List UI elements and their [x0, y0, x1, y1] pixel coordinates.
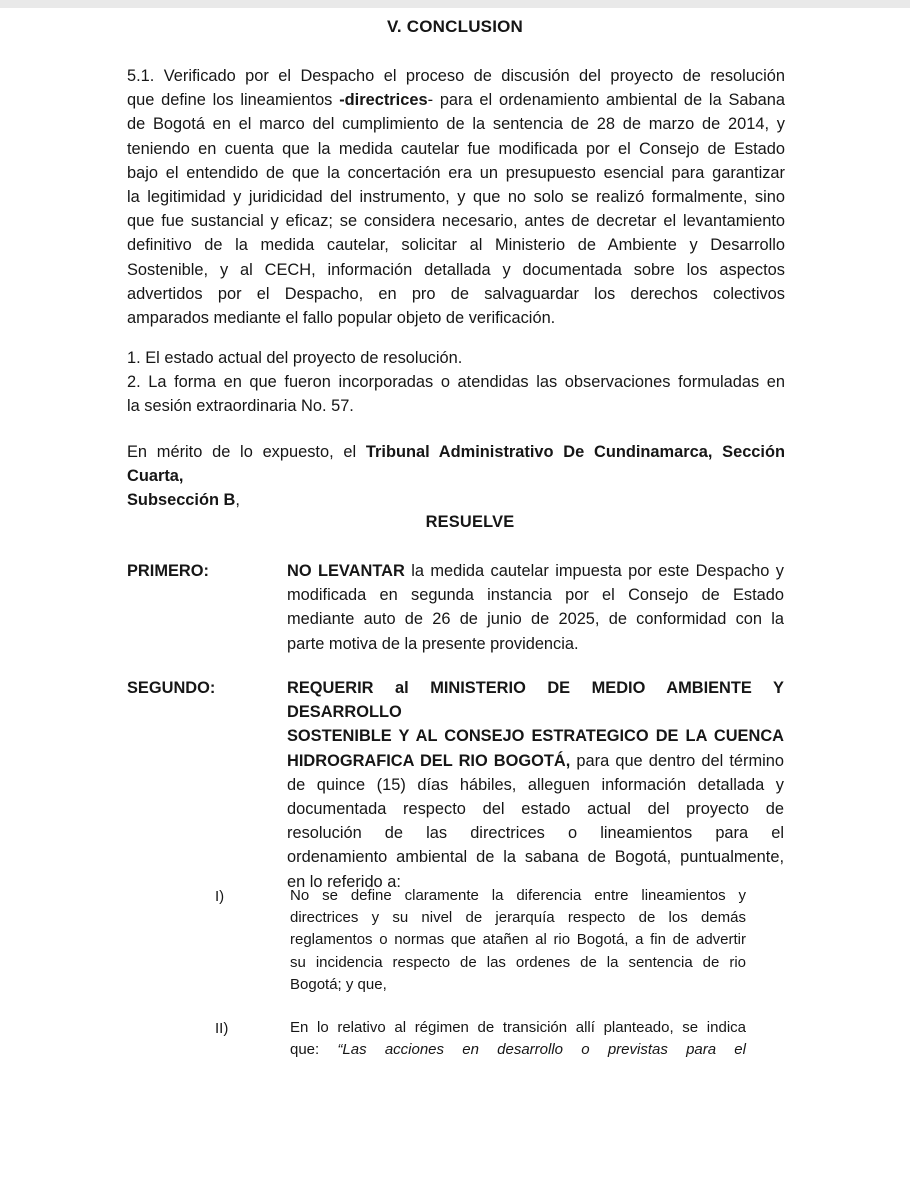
numbered-list: [127, 346, 785, 419]
paragraph-line: directrices y su nivel de jerarquía respecto de los demás: [290, 909, 746, 927]
list-item-1: 1. El estado actual del proyecto de resolución.: [127, 349, 463, 367]
paragraph-line: en lo referido a:: [287, 872, 401, 891]
paragraph-line: documentada respecto del estado actual del proyecto de: [287, 800, 784, 819]
paragraph-line: SOSTENIBLE Y AL CONSEJO ESTRATEGICO DE LA CUENCA: [287, 727, 784, 746]
paragraph-line: la legitimidad y juridicidad del instrumento, y que no solo se realizó formalmente, sino: [127, 188, 785, 207]
paragraph-line: modificada en segunda instancia por el Consejo de Estado: [287, 586, 784, 605]
paragraph-line: que fue sustancial y eficaz; se considera necesario, antes de decretar el levantamiento: [127, 212, 785, 231]
paragraph-line: definitivo de la medida cautelar, solicitar al Ministerio de Ambiente y Desarrollo: [127, 236, 785, 255]
paragraph-line: que: “Las acciones en desarrollo o previstas para el: [290, 1041, 746, 1059]
item-ii-numeral: II): [215, 1020, 229, 1037]
paragraph-line: advertidos por el Despacho, en pro de salvaguardar los derechos colectivos: [127, 284, 785, 303]
paragraph-line: reglamentos o normas que atañen al rio Bogotá, a fin de advertir: [290, 931, 746, 949]
section-title: V. CONCLUSION: [386, 17, 524, 36]
primero-body: [287, 559, 784, 656]
paragraph-line: Sostenible, y al CECH, información detallada y documentada sobre los aspectos: [127, 260, 785, 279]
paragraph-line: NO LEVANTAR la medida cautelar impuesta por este Despacho y: [287, 562, 784, 580]
paragraph-line: que define los lineamientos -directrices- para el ordenamiento ambiental de la Sabana: [127, 91, 785, 110]
segundo-label: SEGUNDO:: [127, 679, 216, 697]
paragraph-line: su incidencia respecto de las ordenes de la sentencia de rio: [290, 953, 746, 971]
paragraph-line: ordenamiento ambiental de la sabana de Bogotá, puntualmente,: [287, 848, 784, 867]
resolve-title: RESUELVE: [425, 513, 515, 531]
subsection-name: Subsección B: [127, 491, 236, 510]
paragraph-line: teniendo en cuenta que la medida cautelar fue modificada por el Consejo de Estado: [127, 139, 785, 158]
paragraph-line: 5.1. Verificado por el Despacho el proceso de discusión del proyecto de resolución: [127, 67, 785, 85]
paragraph-line: HIDROGRAFICA DEL RIO BOGOTÁ, para que dentro del término: [287, 751, 784, 770]
paragraph-line: En lo relativo al régimen de transición allí planteado, se indica: [290, 1019, 746, 1036]
paragraph-line: Subsección B,: [127, 491, 240, 510]
item-i-text: [290, 885, 746, 996]
primero-label: PRIMERO:: [127, 562, 209, 580]
paragraph-line: de quince (15) días hábiles, alleguen información detallada y: [287, 775, 784, 794]
segundo-body: [287, 676, 784, 894]
paragraph-5-1: [127, 64, 785, 330]
paragraph-line: amparados mediante el fallo popular objeto de verificación.: [127, 309, 556, 328]
paragraph-line: En mérito de lo expuesto, el Tribunal Administrativo De Cundinamarca, Sección Cuarta,: [127, 443, 786, 486]
paragraph-line: Bogotá; y que,: [290, 975, 387, 993]
item-i-numeral: I): [215, 888, 225, 905]
paragraph-line: No se define claramente la diferencia entre lineamientos y: [290, 887, 746, 904]
item-ii-text: [290, 1017, 746, 1061]
quoted-text: “Las acciones en desarrollo o previstas para el: [337, 1041, 746, 1059]
paragraph-line: mediante auto de 26 de junio de 2025, de conformidad con la: [287, 610, 784, 629]
paragraph-line: bajo el entendido de que la concertación era un presupuesto esencial para garantizar: [127, 163, 785, 182]
list-item-2-line-2: la sesión extraordinaria No. 57.: [127, 397, 354, 416]
paragraph-line: de Bogotá en el marco del cumplimiento de la sentencia de 28 de marzo de 2014, y: [127, 115, 785, 134]
paragraph-line: REQUERIR al MINISTERIO DE MEDIO AMBIENTE Y DESARROLLO: [287, 679, 784, 722]
court-name: Tribunal Administrativo De Cundinamarca, Sección Cuarta,: [127, 443, 786, 486]
merito-paragraph: [127, 440, 785, 513]
paragraph-line: resolución de las directrices o lineamientos para el: [287, 824, 784, 843]
paragraph-line: parte motiva de la presente providencia.: [287, 634, 579, 653]
list-item-2-line-1: 2. La forma en que fueron incorporadas o atendidas las observaciones formuladas en: [127, 373, 785, 392]
